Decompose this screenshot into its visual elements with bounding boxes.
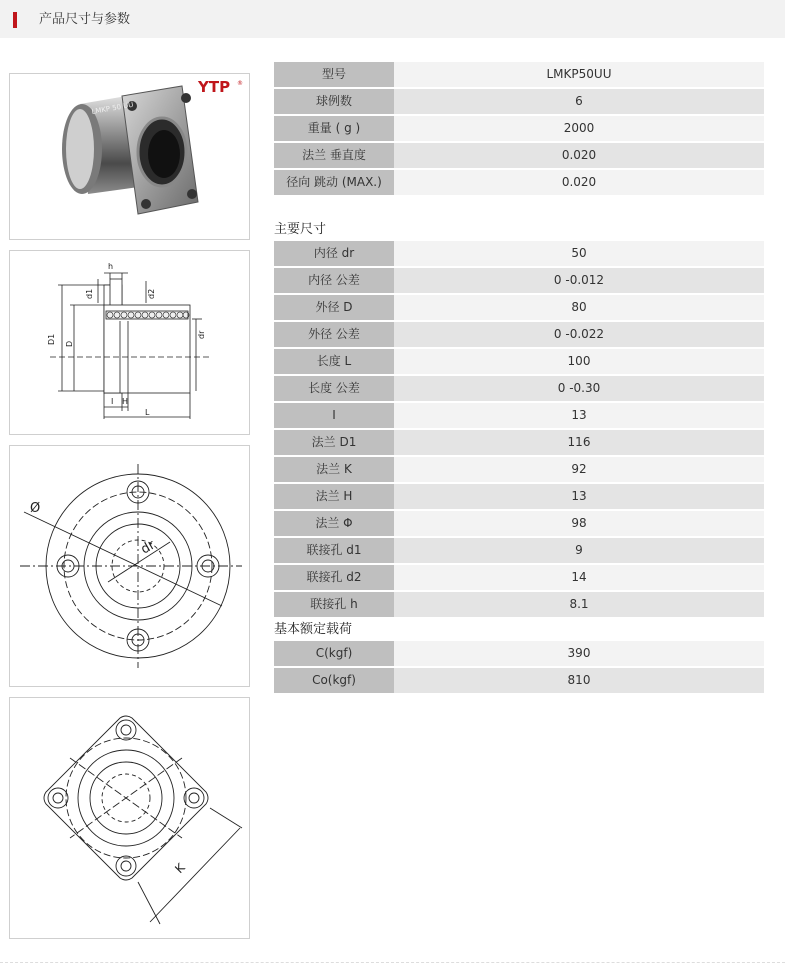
dim-label-dr: dr: [197, 330, 206, 339]
row-value: 98: [394, 510, 764, 537]
row-label: 重量 ( g ): [274, 115, 394, 142]
section-title: 产品尺寸与参数: [39, 12, 131, 27]
table-row: [274, 62, 764, 88]
row-value: 14: [394, 564, 764, 591]
row-value: 0 -0.022: [394, 321, 764, 348]
dim-label-I: I: [111, 397, 114, 406]
row-value: LMKP50UU: [394, 62, 764, 88]
table-row: [274, 564, 764, 591]
dims-section-title: 主要尺寸: [274, 222, 327, 237]
row-label: 长度 公差: [274, 375, 394, 402]
row-label: 法兰 Φ: [274, 510, 394, 537]
dim-label-L: L: [145, 408, 150, 417]
dim-label-phi: Ø: [30, 501, 41, 516]
table-row: [274, 429, 764, 456]
dim-label-D: D: [65, 340, 74, 347]
row-label: 长度 L: [274, 348, 394, 375]
row-value: 116: [394, 429, 764, 456]
section-header: [0, 0, 785, 38]
row-label: 径向 跳动 (MAX.): [274, 169, 394, 196]
table-row: [274, 483, 764, 510]
row-label: I: [274, 402, 394, 429]
row-value: 810: [394, 667, 764, 694]
table-row: [274, 142, 764, 169]
table-row: [274, 321, 764, 348]
row-value: 2000: [394, 115, 764, 142]
row-label: 法兰 D1: [274, 429, 394, 456]
header-accent-bar: [13, 12, 17, 28]
side-section-drawing: [9, 250, 250, 435]
row-label: 内径 dr: [274, 241, 394, 267]
row-label: 联接孔 h: [274, 591, 394, 618]
row-label: 法兰 H: [274, 483, 394, 510]
dim-label-d1: d1: [85, 288, 94, 299]
row-value: 0.020: [394, 169, 764, 196]
row-label: 联接孔 d2: [274, 564, 394, 591]
table-row: [274, 402, 764, 429]
dim-label-H: H: [122, 397, 129, 406]
row-value: 0 -0.012: [394, 267, 764, 294]
row-label: 型号: [274, 62, 394, 88]
dim-label-dr-round: dr: [138, 537, 158, 558]
bottom-divider: [0, 962, 785, 963]
dim-label-K: K: [172, 860, 188, 877]
square-flange-drawing: [9, 697, 250, 939]
row-value: 0 -0.30: [394, 375, 764, 402]
load-section-title: 基本额定载荷: [274, 622, 353, 637]
row-value: 13: [394, 402, 764, 429]
table-row: [274, 537, 764, 564]
table-row: [274, 348, 764, 375]
table-row: [274, 375, 764, 402]
table-row: [274, 641, 764, 667]
row-label: 球例数: [274, 88, 394, 115]
table-row: [274, 169, 764, 196]
table-row: [274, 510, 764, 537]
round-flange-drawing: [9, 445, 250, 687]
row-label: C(kgf): [274, 641, 394, 667]
row-label: 法兰 K: [274, 456, 394, 483]
row-label: 外径 D: [274, 294, 394, 321]
row-value: 80: [394, 294, 764, 321]
photo-body-text: LMKP 50 UU: [90, 100, 135, 116]
row-value: 100: [394, 348, 764, 375]
dims-table: [274, 241, 764, 619]
row-value: 390: [394, 641, 764, 667]
table-row: [274, 115, 764, 142]
row-label: 内径 公差: [274, 267, 394, 294]
table-row: [274, 591, 764, 618]
table-row: [274, 456, 764, 483]
spec-table: [274, 62, 764, 197]
row-value: 50: [394, 241, 764, 267]
table-row: [274, 267, 764, 294]
row-value: 92: [394, 456, 764, 483]
logo-registered-mark: ®: [237, 80, 243, 87]
table-row: [274, 294, 764, 321]
row-label: 法兰 垂直度: [274, 142, 394, 169]
table-row: [274, 667, 764, 694]
row-value: 6: [394, 88, 764, 115]
row-value: 0.020: [394, 142, 764, 169]
row-value: 13: [394, 483, 764, 510]
load-table: [274, 641, 764, 695]
ytp-logo: YTP: [198, 78, 231, 96]
dim-label-D1: D1: [47, 333, 56, 345]
table-row: [274, 241, 764, 267]
row-label: 联接孔 d1: [274, 537, 394, 564]
row-value: 8.1: [394, 591, 764, 618]
dim-label-h: h: [108, 262, 114, 271]
product-photo: [9, 73, 250, 240]
row-label: 外径 公差: [274, 321, 394, 348]
row-label: Co(kgf): [274, 667, 394, 694]
dim-label-d2: d2: [147, 288, 156, 299]
table-row: [274, 88, 764, 115]
row-value: 9: [394, 537, 764, 564]
